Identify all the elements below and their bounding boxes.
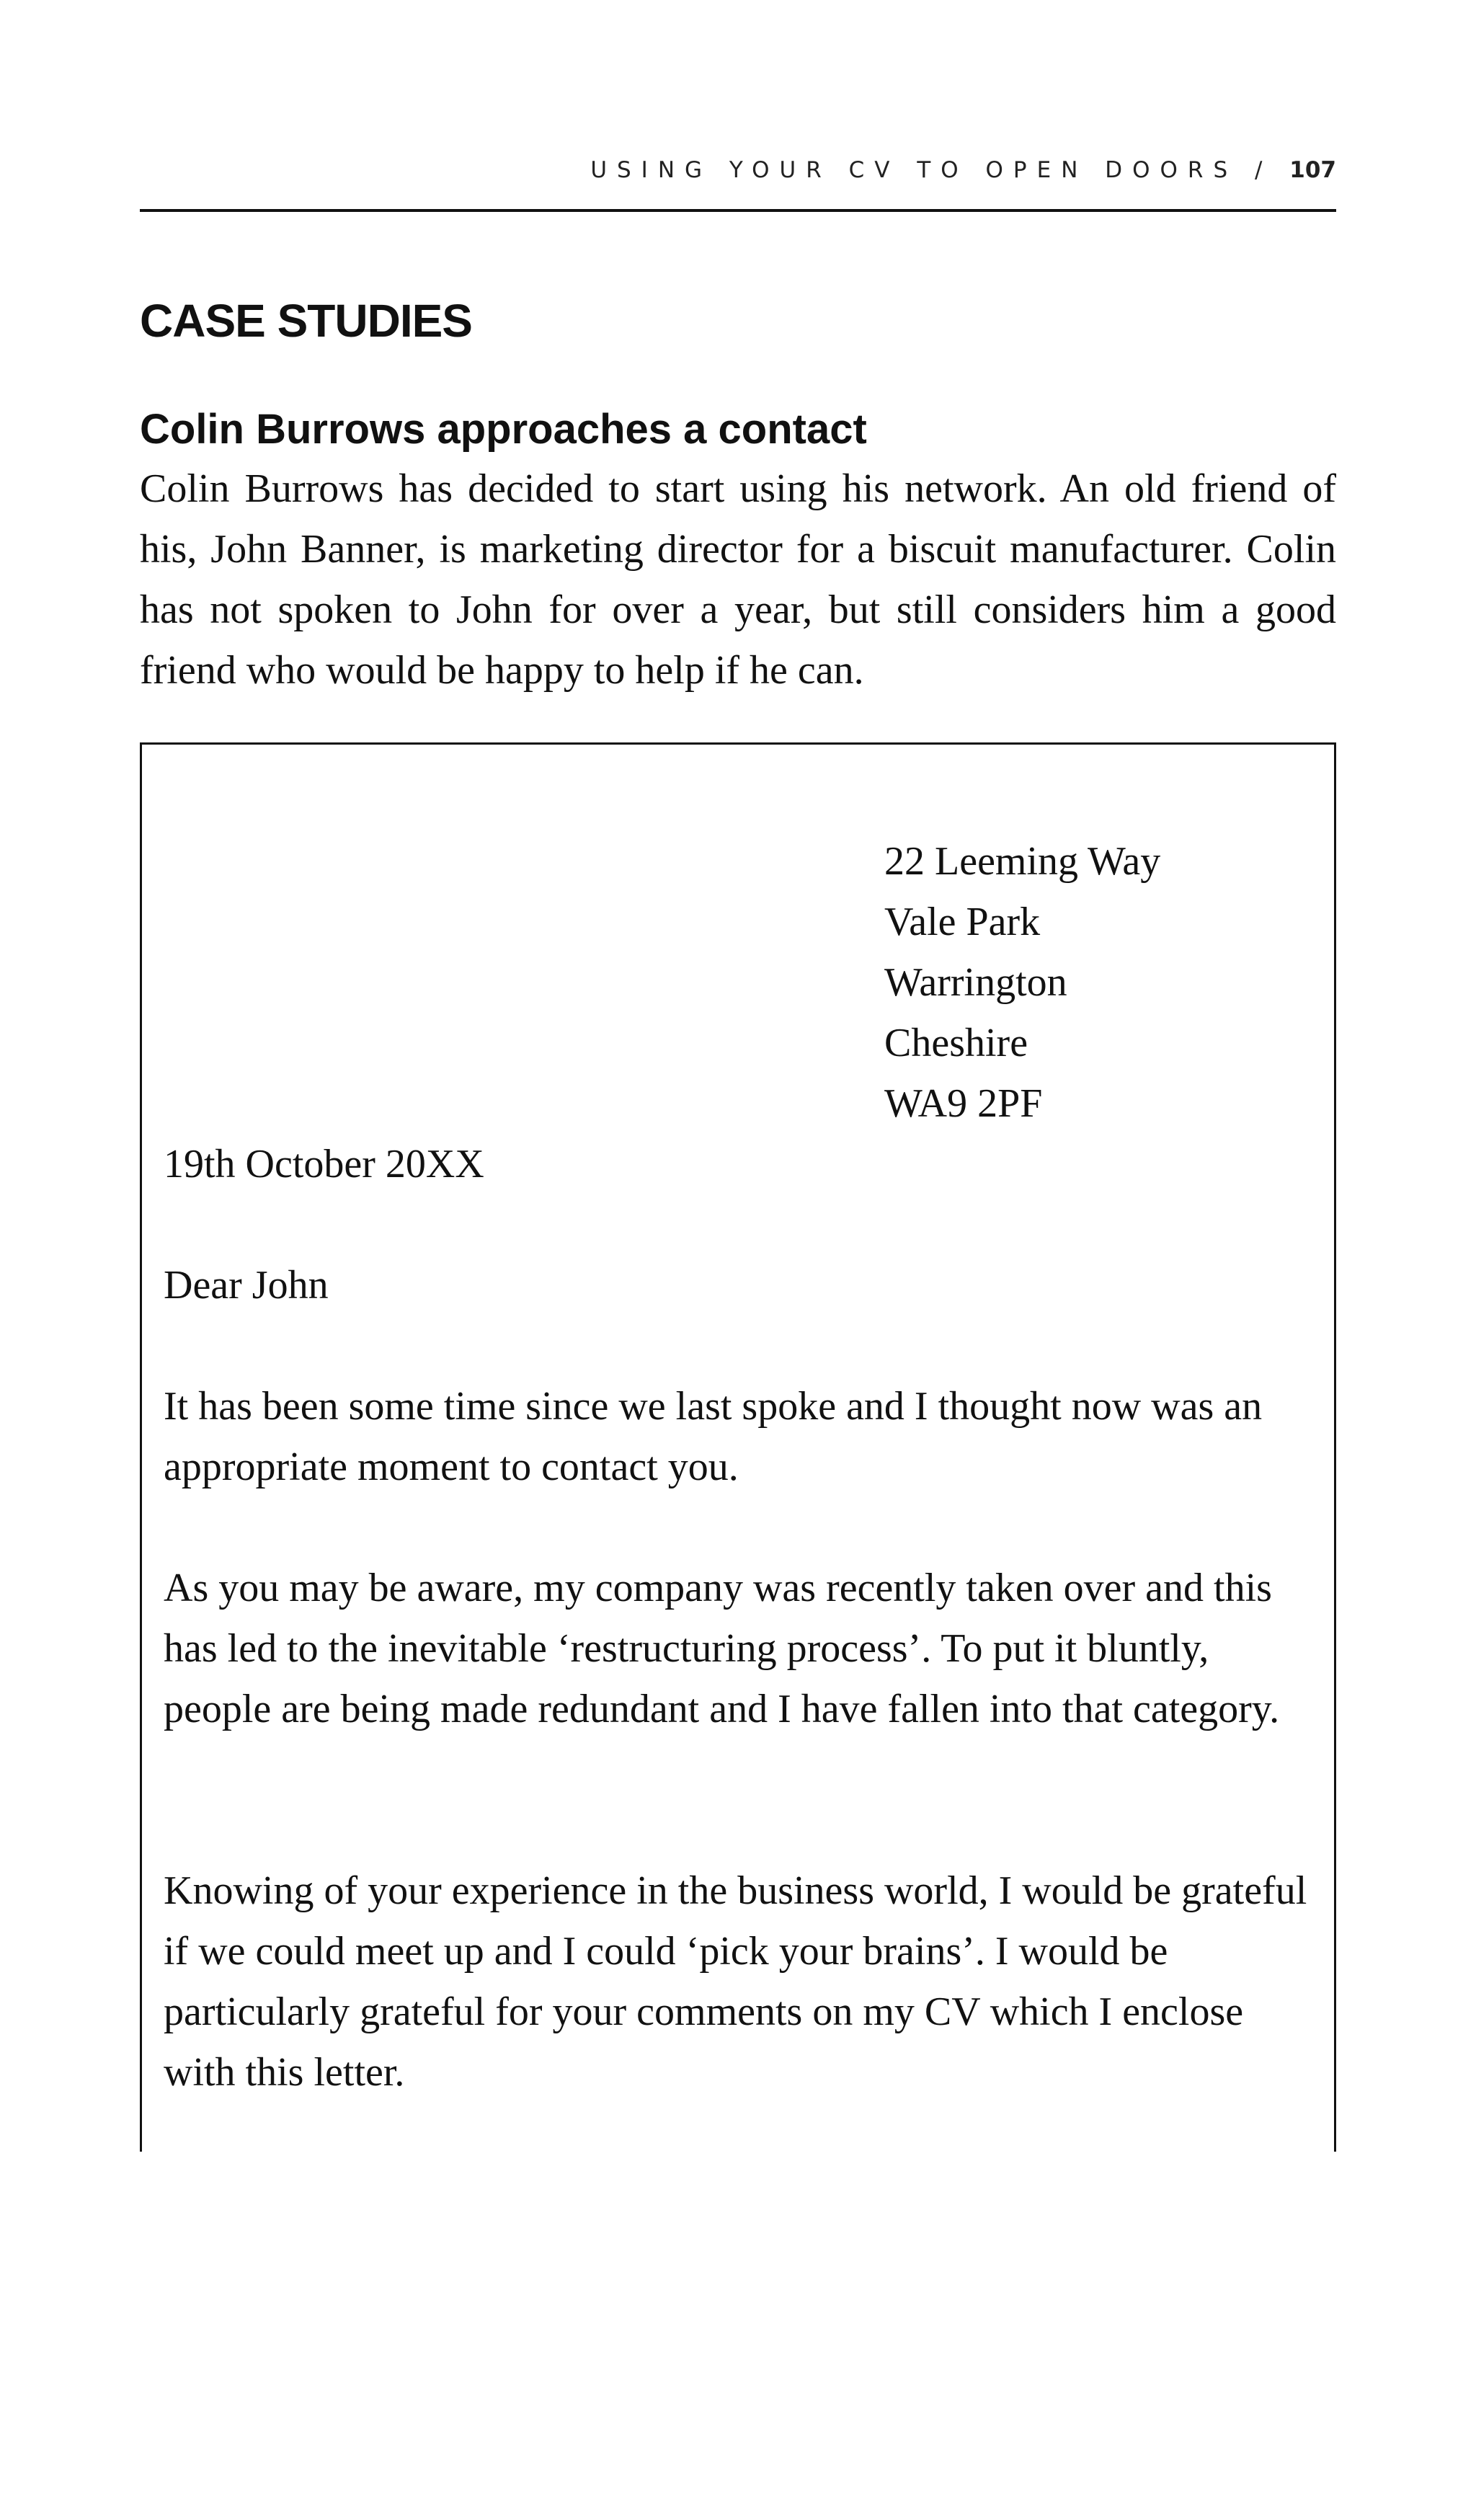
address-line: WA9 2PF xyxy=(884,1081,1043,1126)
address-line: 22 Leeming Way xyxy=(884,839,1161,884)
section-title: CASE STUDIES xyxy=(140,295,472,347)
running-title: USING YOUR CV TO OPEN DOORS / xyxy=(590,157,1273,183)
address-line: Vale Park xyxy=(884,900,1041,944)
page-number: 107 xyxy=(1289,157,1336,183)
running-header xyxy=(140,157,1336,183)
case-study-title: Colin Burrows approaches a contact xyxy=(140,406,867,453)
sender-address xyxy=(884,831,1160,1134)
letter-paragraph: Knowing of your experience in the business world, I would be grateful if we could meet up and I could ‘pick your brains’. I would be particularly grateful for your comments on my CV which I enclose with this letter. xyxy=(164,1868,1307,2095)
header-rule xyxy=(140,209,1336,212)
letter-salutation: Dear John xyxy=(164,1263,329,1308)
case-study-intro: Colin Burrows has decided to start using his network. An old friend of his, John Banner, is marketing director for a biscuit manufacturer. Colin has not spoken to John for over a year, but still considers him a good friend who would be happy to help if he can. xyxy=(140,466,1336,693)
letter-date: 19th October 20XX xyxy=(164,1142,484,1186)
letter-box xyxy=(140,742,1336,2152)
letter-paragraph: As you may be aware, my company was recently taken over and this has led to the inevitable ‘restructuring process’. To put it bluntly, people are being made redundant and I have fallen into that category. xyxy=(164,1566,1280,1731)
letter-paragraph: It has been some time since we last spoke and I thought now was an appropriate moment to contact you. xyxy=(164,1384,1263,1489)
address-line: Warrington xyxy=(884,960,1067,1005)
address-line: Cheshire xyxy=(884,1021,1028,1065)
